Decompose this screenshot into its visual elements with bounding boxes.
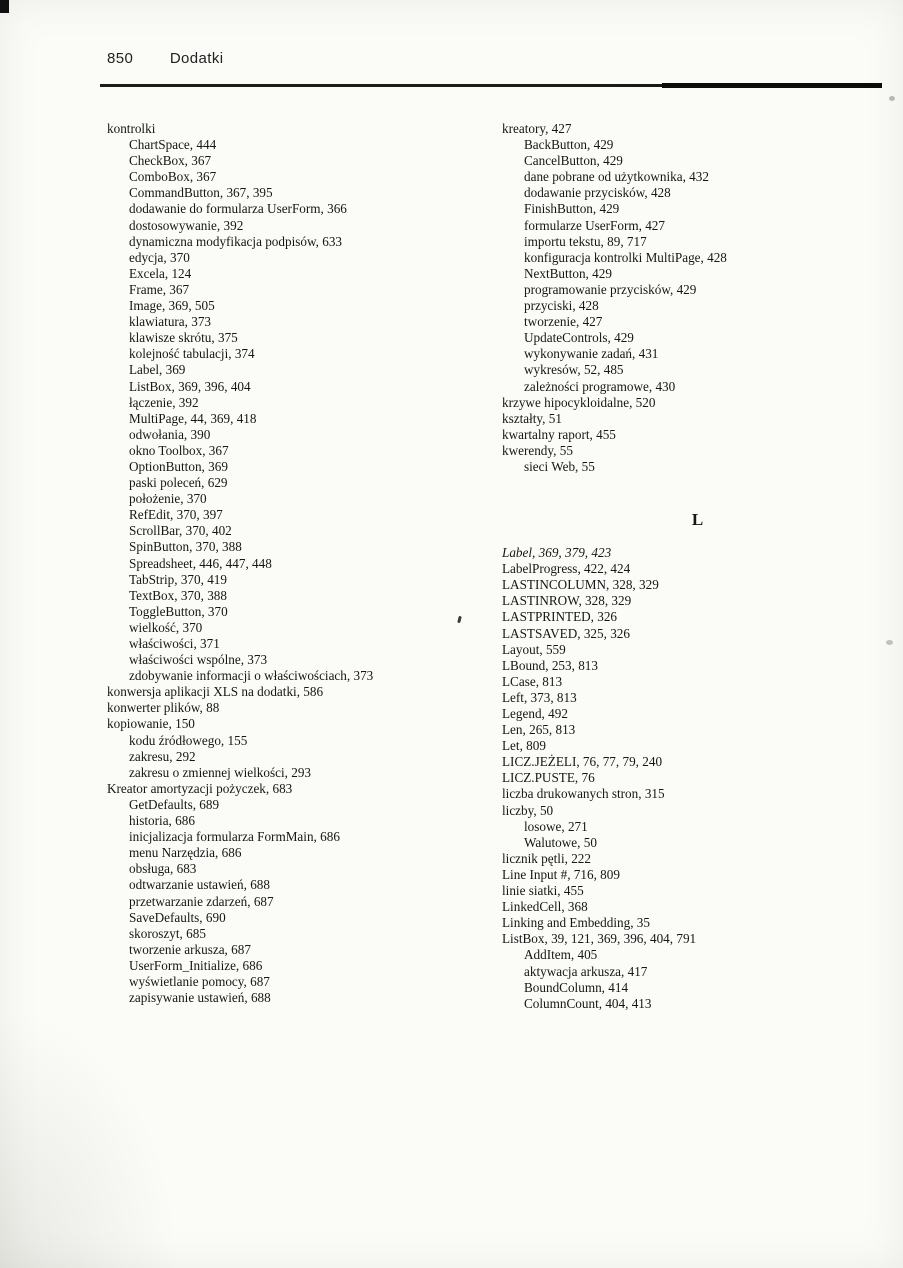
index-entry: aktywacja arkusza, 417 xyxy=(524,963,648,979)
index-entry: przetwarzanie zdarzeń, 687 xyxy=(129,893,274,909)
scan-artifact xyxy=(889,96,895,101)
index-entry: dostosowywanie, 392 xyxy=(129,217,244,233)
index-entry: ListBox, 369, 396, 404 xyxy=(129,378,251,394)
index-entry: klawiatura, 373 xyxy=(129,314,212,330)
index-entry: zależności programowe, 430 xyxy=(524,378,676,394)
index-entry: UserForm_Initialize, 686 xyxy=(129,957,263,973)
index-entry: krzywe hipocykloidalne, 520 xyxy=(502,394,656,410)
index-entry: Excela, 124 xyxy=(129,265,192,281)
index-entry: wyświetlanie pomocy, 687 xyxy=(129,973,270,989)
index-entry: LICZ.PUSTE, 76 xyxy=(502,770,595,786)
index-entry: przyciski, 428 xyxy=(524,298,599,314)
index-entry: dynamiczna modyfikacja podpisów, 633 xyxy=(129,233,343,249)
index-entry: CheckBox, 367 xyxy=(129,153,212,169)
index-entry: kwartalny raport, 455 xyxy=(502,426,616,442)
index-entry: NextButton, 429 xyxy=(524,265,612,281)
index-entry: Label, 369, 379, 423 xyxy=(502,545,612,561)
index-entry: Label, 369 xyxy=(129,362,186,378)
index-entry: kolejność tabulacji, 374 xyxy=(129,346,255,362)
header-rule xyxy=(100,84,882,87)
index-entry: Len, 265, 813 xyxy=(502,722,576,738)
index-entry: ListBox, 39, 121, 369, 396, 404, 791 xyxy=(502,931,697,947)
index-entry: wykonywanie zadań, 431 xyxy=(524,346,659,362)
section-title: Dodatki xyxy=(169,50,224,67)
index-entry: właściwości wspólne, 373 xyxy=(129,652,268,668)
index-entry: ToggleButton, 370 xyxy=(129,603,228,619)
index-entry: Kreator amortyzacji pożyczek, 683 xyxy=(107,780,293,796)
index-entry: liczba drukowanych stron, 315 xyxy=(502,786,665,802)
index-column-left xyxy=(107,121,502,1006)
index-entry: SaveDefaults, 690 xyxy=(129,909,226,925)
index-entry: LICZ.JEŻELI, 76, 77, 79, 240 xyxy=(502,754,663,770)
index-entry: BackButton, 429 xyxy=(524,137,614,153)
index-entry: edycja, 370 xyxy=(129,249,190,265)
index-entry: odtwarzanie ustawień, 688 xyxy=(129,877,270,893)
index-entry: konfiguracja kontrolki MultiPage, 428 xyxy=(524,249,727,265)
index-entry: kształty, 51 xyxy=(502,410,562,426)
index-entry: Legend, 492 xyxy=(502,706,568,721)
scan-artifact xyxy=(886,640,893,645)
index-entry: kopiowanie, 150 xyxy=(107,716,195,732)
index-entry: MultiPage, 44, 369, 418 xyxy=(129,410,257,426)
index-entry: Frame, 367 xyxy=(129,281,190,297)
index-entry: Walutowe, 50 xyxy=(524,834,597,850)
index-entry: tworzenie arkusza, 687 xyxy=(129,941,251,957)
index-entry: dane pobrane od użytkownika, 432 xyxy=(524,169,709,185)
index-entry: programowanie przycisków, 429 xyxy=(524,281,697,297)
index-entry: historia, 686 xyxy=(129,813,195,829)
index-entry: LASTINCOLUMN, 328, 329 xyxy=(502,577,659,593)
index-entry: menu Narzędzia, 686 xyxy=(129,845,242,861)
index-entry: konwersja aplikacji XLS na dodatki, 586 xyxy=(107,684,324,700)
index-column-right xyxy=(502,121,893,1012)
index-entry: dodawanie do formularza UserForm, 366 xyxy=(129,201,347,217)
index-entry: położenie, 370 xyxy=(129,491,207,507)
index-entry: Spreadsheet, 446, 447, 448 xyxy=(129,555,272,571)
index-entry: SpinButton, 370, 388 xyxy=(129,539,242,555)
scan-shading xyxy=(0,1008,180,1268)
index-entry: okno Toolbox, 367 xyxy=(129,442,229,458)
index-entry: LCase, 813 xyxy=(502,673,563,689)
index-entry: OptionButton, 369 xyxy=(129,458,228,474)
index-entry: Image, 369, 505 xyxy=(129,298,215,314)
index-entry: wielkość, 370 xyxy=(129,619,203,635)
index-entry: zapisywanie ustawień, 688 xyxy=(129,990,271,1006)
index-entry: LASTSAVED, 325, 326 xyxy=(502,625,630,641)
index-entry: Layout, 559 xyxy=(502,641,566,657)
index-entry: klawisze skrótu, 375 xyxy=(129,330,238,346)
index-entry: kodu źródłowego, 155 xyxy=(129,732,248,748)
index-entry: obsługa, 683 xyxy=(129,861,197,877)
index-entry: kontrolki xyxy=(107,121,156,136)
index-entry: CancelButton, 429 xyxy=(524,153,623,169)
index-entry: dodawanie przycisków, 428 xyxy=(524,185,671,201)
index-entry: kwerendy, 55 xyxy=(502,442,573,458)
index-entry: tworzenie, 427 xyxy=(524,314,603,330)
index-entry: CommandButton, 367, 395 xyxy=(129,185,273,201)
index-entry: ChartSpace, 444 xyxy=(129,137,217,153)
index-entry: paski poleceń, 629 xyxy=(129,475,228,491)
index-entry: licznik pętli, 222 xyxy=(502,850,591,866)
index-entry: LinkedCell, 368 xyxy=(502,899,588,915)
index-entry: AddItem, 405 xyxy=(524,947,598,963)
index-entry: FinishButton, 429 xyxy=(524,201,620,217)
index-entry: Left, 373, 813 xyxy=(502,689,577,705)
index-entry: UpdateControls, 429 xyxy=(524,330,634,346)
index-entry: Linking and Embedding, 35 xyxy=(502,915,650,931)
index-entry: ComboBox, 367 xyxy=(129,169,217,185)
index-entry: skoroszyt, 685 xyxy=(129,925,206,941)
index-entry: Line Input #, 716, 809 xyxy=(502,866,620,882)
letter-heading: L xyxy=(691,510,704,530)
index-entry: liczby, 50 xyxy=(502,802,554,818)
index-entry: zdobywanie informacji o właściwościach, 373 xyxy=(129,668,374,684)
index-entry: BoundColumn, 414 xyxy=(524,979,629,995)
page-number: 850 xyxy=(107,50,134,67)
index-entry: losowe, 271 xyxy=(524,818,588,834)
index-entry: zakresu, 292 xyxy=(129,748,196,764)
index-entry: ColumnCount, 404, 413 xyxy=(524,995,652,1011)
index-entry: importu tekstu, 89, 717 xyxy=(524,233,647,249)
index-entry: kreatory, 427 xyxy=(502,121,572,136)
index-entry: LASTINROW, 328, 329 xyxy=(502,593,632,609)
index-entry: LASTPRINTED, 326 xyxy=(502,609,618,625)
index-entry: wykresów, 52, 485 xyxy=(524,362,624,378)
index-entry: odwołania, 390 xyxy=(129,426,211,442)
index-entry: konwerter plików, 88 xyxy=(107,700,220,716)
index-entry: łączenie, 392 xyxy=(129,394,199,410)
scan-artifact xyxy=(0,0,9,13)
index-entry: linie siatki, 455 xyxy=(502,883,584,899)
index-entry: formularze UserForm, 427 xyxy=(524,217,665,233)
index-entry: RefEdit, 370, 397 xyxy=(129,507,223,523)
index-entry: TabStrip, 370, 419 xyxy=(129,571,227,587)
index-entry: LBound, 253, 813 xyxy=(502,657,598,673)
index-entry: LabelProgress, 422, 424 xyxy=(502,561,631,577)
index-entry: zakresu o zmiennej wielkości, 293 xyxy=(129,764,312,780)
index-entry: ScrollBar, 370, 402 xyxy=(129,523,232,539)
index-entry: sieci Web, 55 xyxy=(524,458,595,474)
index-entry: właściwości, 371 xyxy=(129,636,220,651)
index-entry: inicjalizacja formularza FormMain, 686 xyxy=(129,829,340,845)
running-head xyxy=(107,50,223,67)
index-entry: GetDefaults, 689 xyxy=(129,796,220,812)
index-entry: Let, 809 xyxy=(502,738,546,754)
index-entry: TextBox, 370, 388 xyxy=(129,587,227,603)
index-body xyxy=(107,121,893,1012)
